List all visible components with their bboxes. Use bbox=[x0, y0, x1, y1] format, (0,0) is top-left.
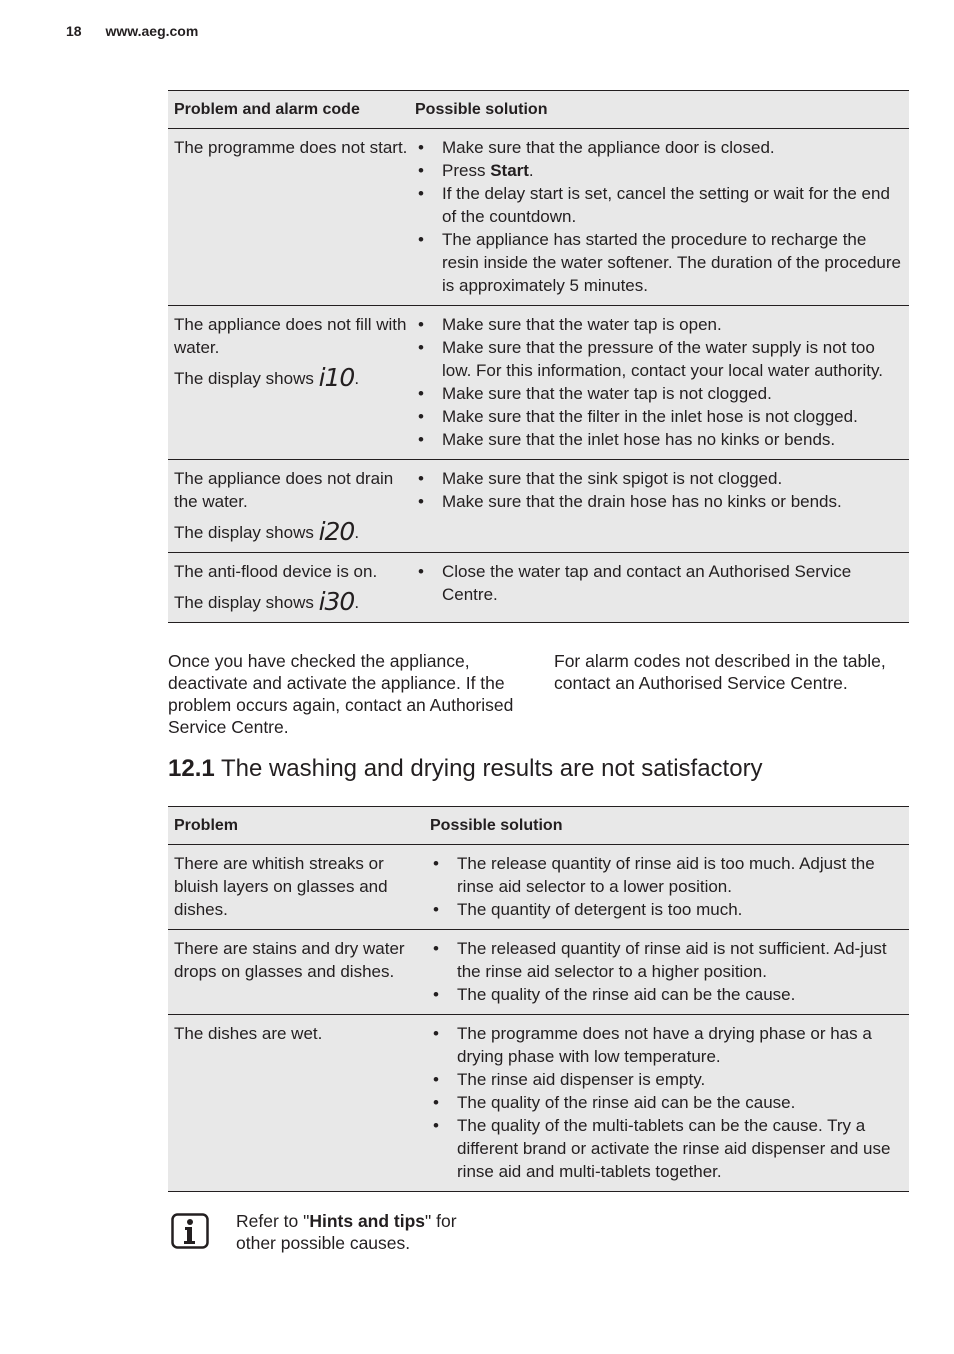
display-label: The display shows bbox=[174, 593, 314, 612]
solution-item: • Make sure that the inlet hose has no kinks or bends. bbox=[415, 428, 903, 451]
problem-cell bbox=[168, 553, 414, 622]
solution-item: • Make sure that the sink spigot is not clogged. bbox=[415, 467, 903, 490]
bold-term: Start bbox=[490, 161, 529, 180]
solution-cell bbox=[429, 1015, 909, 1191]
header-solution: Possible solution bbox=[415, 100, 548, 118]
alarm-code: i30 bbox=[318, 587, 355, 616]
solution-item: • The quantity of detergent is too much. bbox=[430, 898, 903, 921]
problem-text: The anti-flood device is on. bbox=[174, 562, 378, 581]
table-row bbox=[168, 1015, 909, 1192]
problem-text: The appliance does not fill with water. bbox=[174, 315, 407, 357]
solution-list bbox=[415, 560, 903, 606]
problem-text: There are stains and dry water drops on glasses and dishes. bbox=[174, 939, 405, 981]
solution-list bbox=[415, 136, 903, 297]
hint-note bbox=[236, 1210, 496, 1254]
solution-item: • Make sure that the filter in the inlet hose is not clogged. bbox=[415, 405, 903, 428]
solution-list bbox=[430, 937, 903, 1006]
section-heading bbox=[168, 755, 763, 783]
table-row bbox=[168, 845, 909, 930]
table-row bbox=[168, 930, 909, 1015]
alarm-table bbox=[168, 90, 909, 623]
display-label: The display shows bbox=[174, 369, 314, 388]
header-problem: Problem bbox=[174, 816, 239, 834]
solution-cell bbox=[414, 460, 909, 552]
problem-text: The dishes are wet. bbox=[174, 1024, 323, 1043]
page-number: 18 bbox=[66, 23, 82, 39]
display-note: The display shows i10. bbox=[174, 363, 360, 392]
problem-cell bbox=[168, 306, 414, 459]
solution-item: • If the delay start is set, cancel the setting or wait for the end of the countdown. bbox=[415, 182, 903, 228]
solution-cell bbox=[414, 553, 909, 622]
solution-item: • The quality of the rinse aid can be the cause. bbox=[430, 1091, 903, 1114]
solution-item: • The released quantity of rinse aid is not sufficient. Ad-just the rinse aid selector to a higher position. bbox=[430, 937, 903, 983]
note-prefix: Refer to " bbox=[236, 1211, 310, 1231]
solution-cell bbox=[414, 306, 909, 459]
note-suffix: " for other possible causes. bbox=[236, 1211, 457, 1253]
table-header bbox=[168, 90, 909, 129]
problem-cell bbox=[168, 930, 429, 1014]
results-table bbox=[168, 806, 909, 1192]
solution-list bbox=[415, 313, 903, 451]
paragraph-right: For alarm codes not described in the table, contact an Authorised Service Centre. bbox=[554, 651, 886, 693]
table-row bbox=[168, 553, 909, 623]
solution-item: • The programme does not have a drying phase or has a drying phase with low temperature. bbox=[430, 1022, 903, 1068]
solution-item: • Make sure that the water tap is not clogged. bbox=[415, 382, 903, 405]
table-header bbox=[168, 806, 909, 845]
solution-list bbox=[430, 852, 903, 921]
problem-cell bbox=[168, 845, 429, 929]
solution-cell bbox=[429, 930, 909, 1014]
display-label: The display shows bbox=[174, 523, 314, 542]
paragraph-left: Once you have checked the appliance, deactivate and activate the appliance. If the problem occurs again, contact an Authorised Service Centre. bbox=[168, 651, 514, 737]
note-link-text: Hints and tips bbox=[309, 1211, 426, 1231]
section-title: The washing and drying results are not satisfactory bbox=[220, 755, 763, 782]
solution-item: • Make sure that the pressure of the water supply is not too low. For this information, contact your local water authority. bbox=[415, 336, 903, 382]
solution-item: • The appliance has started the procedure to recharge the resin inside the water softener. The duration of the procedure is approximately 5 minutes. bbox=[415, 228, 903, 297]
solution-item: • Make sure that the appliance door is closed. bbox=[415, 136, 903, 159]
section-number: 12.1 bbox=[168, 755, 215, 782]
page-header bbox=[66, 23, 198, 39]
solution-cell bbox=[414, 129, 909, 305]
problem-text: There are whitish streaks or bluish layers on glasses and dishes. bbox=[174, 854, 388, 919]
solution-item: • Make sure that the water tap is open. bbox=[415, 313, 903, 336]
display-note: The display shows i20. bbox=[174, 517, 360, 546]
table-row bbox=[168, 306, 909, 460]
problem-cell bbox=[168, 460, 414, 552]
display-note: The display shows i30. bbox=[174, 587, 360, 616]
solution-item: • The release quantity of rinse aid is too much. Adjust the rinse aid selector to a lower position. bbox=[430, 852, 903, 898]
alarm-code: i10 bbox=[318, 363, 355, 392]
solution-cell bbox=[429, 845, 909, 929]
problem-text: The programme does not start. bbox=[174, 138, 408, 157]
website-url: www.aeg.com bbox=[105, 23, 199, 39]
info-icon bbox=[171, 1213, 209, 1249]
alarm-code: i20 bbox=[318, 517, 355, 546]
table-row bbox=[168, 129, 909, 306]
solution-item: • The quality of the rinse aid can be the cause. bbox=[430, 983, 903, 1006]
solution-item: • Press Start. bbox=[415, 159, 903, 182]
header-solution: Possible solution bbox=[430, 816, 563, 834]
problem-text: The appliance does not drain the water. bbox=[174, 469, 394, 511]
solution-list bbox=[415, 467, 903, 513]
header-problem: Problem and alarm code bbox=[174, 100, 360, 118]
solution-item: • Close the water tap and contact an Authorised Service Centre. bbox=[415, 560, 903, 606]
solution-list bbox=[430, 1022, 903, 1183]
problem-cell bbox=[168, 1015, 429, 1191]
problem-cell bbox=[168, 129, 414, 305]
solution-item: • Make sure that the drain hose has no kinks or bends. bbox=[415, 490, 903, 513]
solution-item: • The rinse aid dispenser is empty. bbox=[430, 1068, 903, 1091]
solution-item: • The quality of the multi-tablets can be the cause. Try a different brand or activate the rinse aid dispenser and use rinse aid and multi-tablets together. bbox=[430, 1114, 903, 1183]
table-row bbox=[168, 460, 909, 553]
